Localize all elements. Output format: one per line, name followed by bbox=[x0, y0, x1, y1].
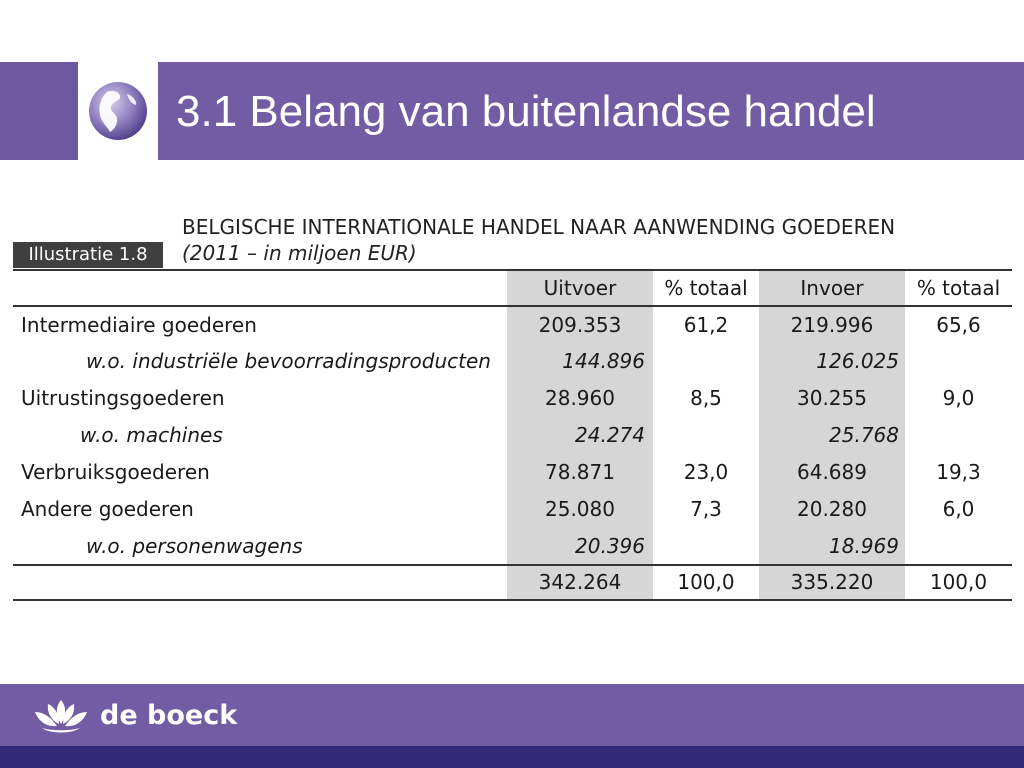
cell-invoer: 64.689 bbox=[797, 460, 867, 484]
cell-uitvoer: 78.871 bbox=[545, 460, 615, 484]
lotus-icon bbox=[32, 698, 90, 734]
cell-uitvoer: 24.274 bbox=[575, 423, 645, 447]
globe-box bbox=[78, 62, 158, 160]
cell-pct-invoer: 65,6 bbox=[936, 313, 981, 337]
row-label: w.o. machines bbox=[80, 423, 223, 447]
cell-pct-uitvoer: 61,2 bbox=[683, 313, 729, 337]
table-total-row bbox=[13, 564, 1012, 601]
total-invoer: 335.220 bbox=[790, 570, 874, 594]
table-header-row bbox=[13, 270, 1012, 307]
title-bar-left-strip bbox=[0, 62, 78, 160]
row-label: w.o. industriële bevoorradingsproducten bbox=[86, 349, 491, 373]
cell-invoer: 126.025 bbox=[816, 349, 899, 373]
cell-uitvoer: 209.353 bbox=[538, 313, 622, 337]
cell-pct-invoer: 6,0 bbox=[942, 497, 975, 521]
globe-icon bbox=[87, 80, 149, 142]
col-header-pct-invoer: % totaal bbox=[916, 276, 1001, 300]
total-pct-invoer: 100,0 bbox=[929, 570, 988, 594]
row-label: Intermediaire goederen bbox=[21, 313, 257, 337]
illustration-title-line1: BELGISCHE INTERNATIONALE HANDEL NAAR AANWENDING GOEDEREN bbox=[182, 215, 896, 239]
table-row bbox=[13, 307, 1012, 344]
cell-pct-uitvoer: 8,5 bbox=[690, 386, 722, 410]
col-header-uitvoer: Uitvoer bbox=[543, 276, 617, 300]
cell-pct-uitvoer: 23,0 bbox=[683, 460, 729, 484]
cell-uitvoer: 25.080 bbox=[545, 497, 615, 521]
table-row bbox=[13, 528, 1012, 565]
row-label: Andere goederen bbox=[21, 497, 194, 521]
cell-pct-uitvoer: 7,3 bbox=[690, 497, 722, 521]
row-label: Uitrustingsgoederen bbox=[21, 386, 225, 410]
col-header-invoer: Invoer bbox=[800, 276, 864, 300]
cell-uitvoer: 28.960 bbox=[545, 386, 615, 410]
row-label: Verbruiksgoederen bbox=[21, 460, 210, 484]
publisher-logo bbox=[32, 696, 237, 736]
cell-invoer: 25.768 bbox=[829, 423, 899, 447]
cell-pct-invoer: 19,3 bbox=[936, 460, 981, 484]
table-row bbox=[13, 380, 1012, 417]
footer-bottom-strip bbox=[0, 746, 1024, 768]
total-uitvoer: 342.264 bbox=[538, 570, 622, 594]
cell-invoer: 18.969 bbox=[829, 534, 899, 558]
cell-uitvoer: 144.896 bbox=[562, 349, 645, 373]
cell-invoer: 30.255 bbox=[797, 386, 867, 410]
page-title: 3.1 Belang van buitenlandse handel bbox=[176, 87, 876, 136]
illustration-tag: Illustratie 1.8 bbox=[13, 242, 163, 268]
col-header-pct-uitvoer: % totaal bbox=[664, 276, 748, 300]
table-row bbox=[13, 343, 1012, 380]
cell-pct-invoer: 9,0 bbox=[942, 386, 975, 410]
total-pct-uitvoer: 100,0 bbox=[677, 570, 735, 594]
row-label: w.o. personenwagens bbox=[86, 534, 303, 558]
table-row bbox=[13, 417, 1012, 454]
logo-text: de boeck bbox=[100, 700, 238, 731]
cell-invoer: 20.280 bbox=[797, 497, 867, 521]
table-row bbox=[13, 454, 1012, 491]
cell-invoer: 219.996 bbox=[790, 313, 874, 337]
cell-uitvoer: 20.396 bbox=[575, 534, 645, 558]
table-row bbox=[13, 491, 1012, 528]
illustration-title-line2: (2011 – in miljoen EUR) bbox=[182, 241, 417, 265]
illustration-title bbox=[182, 214, 1002, 266]
